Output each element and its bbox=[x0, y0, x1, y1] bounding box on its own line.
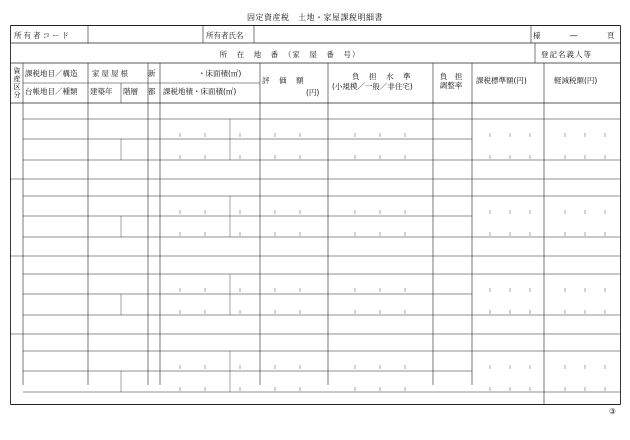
page-label: 頁 bbox=[607, 31, 615, 40]
page-mark: ③ bbox=[608, 407, 616, 416]
tax-area-label: 課税地積・床面積(㎡) bbox=[163, 87, 237, 96]
assessed-value-label: 評 価 額 bbox=[262, 76, 305, 85]
honorific-label: 様 bbox=[533, 31, 541, 40]
page-dash: ― bbox=[570, 31, 578, 40]
registered-owner-label: 登記名義人等 bbox=[541, 50, 592, 59]
page-title: 固定資産税 土地・家屋課税明細書 bbox=[247, 13, 383, 22]
owner-name-label: 所有者氏名 bbox=[206, 31, 244, 40]
area-label: ・床面積(㎡) bbox=[198, 69, 242, 78]
owner-code-field[interactable] bbox=[90, 28, 200, 42]
tax-land-structure-label: 課税地目／構造 bbox=[25, 69, 78, 78]
asset-class-label: 資産区分 bbox=[13, 67, 21, 99]
tax-standard-label: 課税標準額(円) bbox=[476, 76, 527, 85]
assessed-yen-label: (円) bbox=[306, 88, 320, 97]
floors-label: 階層 bbox=[123, 87, 138, 96]
location-label: 所 在 地 番 （家 屋 番 号） bbox=[219, 50, 361, 59]
burden-sub-label: (小規模／一般／非住宅) bbox=[332, 82, 413, 91]
burden-level-label: 負 担 水 準 bbox=[352, 72, 412, 81]
burden-adjust-label: 負 担 調整率 bbox=[439, 72, 463, 90]
built-year-label: 建築年 bbox=[90, 87, 113, 96]
part-label: 都 bbox=[148, 87, 156, 96]
reduced-tax-label: 軽減税額(円) bbox=[554, 76, 598, 85]
house-number-label: 家屋屋根 bbox=[92, 69, 130, 78]
form-grid bbox=[10, 25, 621, 405]
ledger-land-type-label: 台帳地目／種類 bbox=[25, 87, 78, 96]
new-label: 新 bbox=[148, 69, 156, 78]
owner-name-field[interactable] bbox=[256, 28, 531, 42]
owner-code-label: 所有者コード bbox=[14, 31, 71, 40]
tax-detail-form bbox=[10, 25, 621, 405]
